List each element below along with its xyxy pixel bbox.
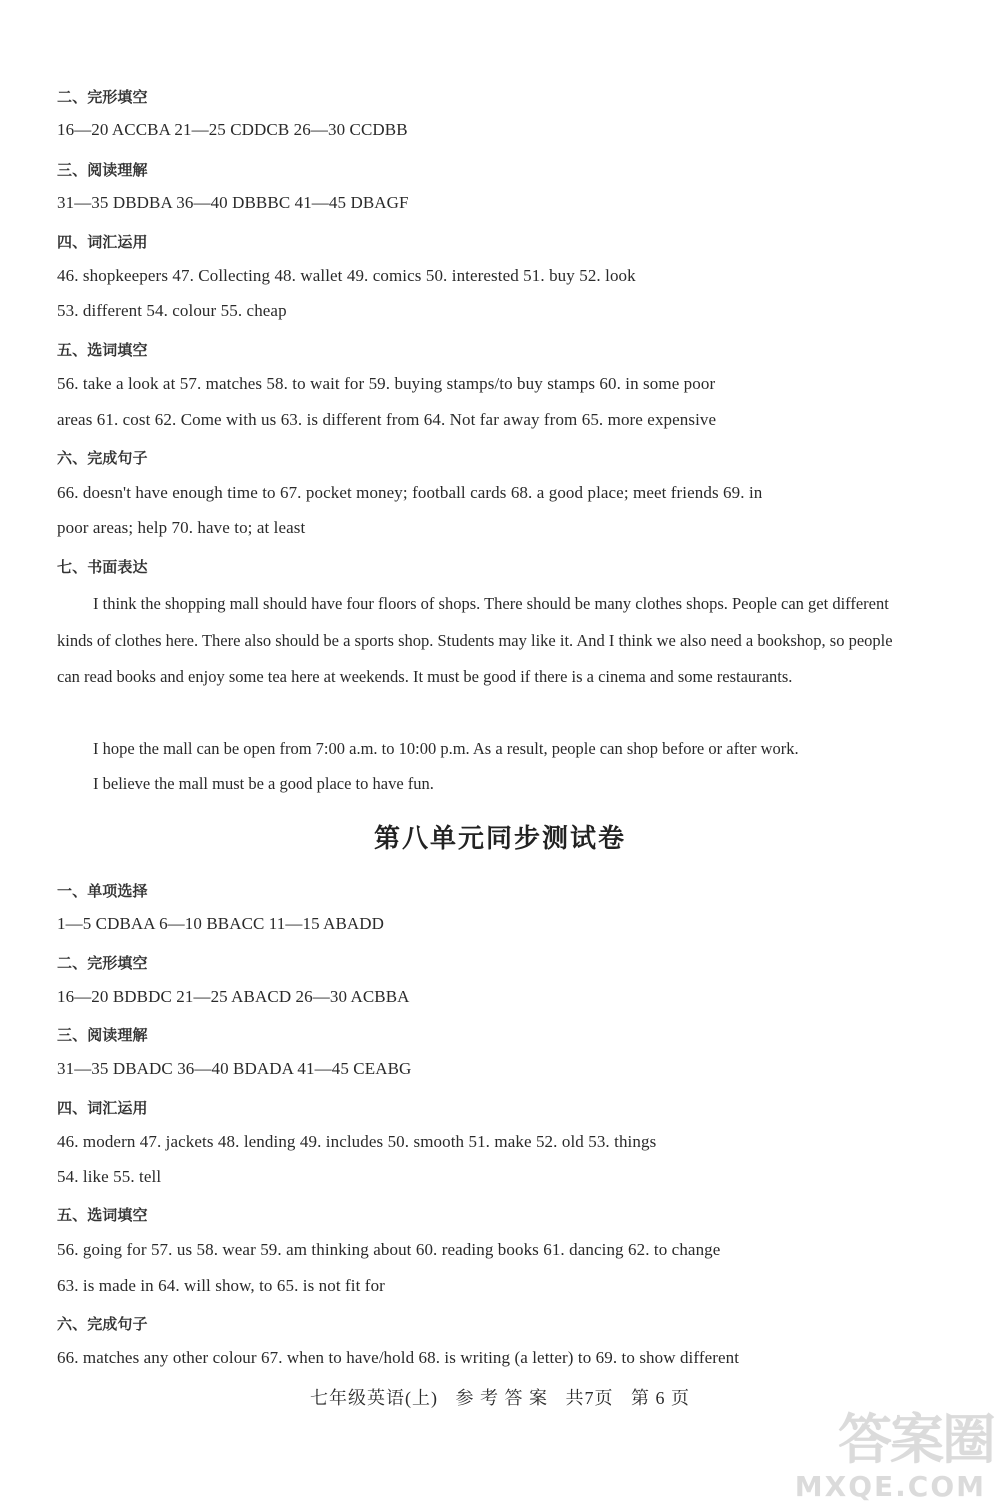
answer-line-vocabulary-1: 46. shopkeepers 47. Collecting 48. wallet 49. comics 50. interested 51. buy 52. look [57,266,636,285]
writing-paragraph-3: I believe the mall must be a good place to have fun. [93,774,434,793]
section-heading-word-choice-8: 五、选词填空 [57,1206,148,1224]
section-heading-sentences: 六、完成句子 [57,449,148,467]
answer-line-reading: 31—35 DBDBA 36—40 DBBBC 41—45 DBAGF [57,193,409,212]
answer-line-single-choice: 1—5 CDBAA 6—10 BBACC 11—15 ABADD [57,914,385,933]
footer-label: 参 考 答 案 [455,1388,548,1408]
answer-line-word-choice-2: areas 61. cost 62. Come with us 63. is different from 64. Not far away from 65. more expensive [57,410,717,429]
footer-total: 共7页 [565,1388,614,1408]
site-watermark [794,1397,994,1507]
section-heading-cloze-8: 二、完形填空 [57,954,148,972]
section-heading-vocabulary: 四、词汇运用 [57,233,148,251]
section-heading-reading-8: 三、阅读理解 [57,1026,148,1044]
answer-line-sentences-8-1: 66. matches any other colour 67. when to have/hold 68. is writing (a letter) to 69. to show different [57,1348,740,1367]
answer-line-sentences-2: poor areas; help 70. have to; at least [57,518,306,537]
section-heading-sentences-8: 六、完成句子 [57,1315,148,1333]
footer-page-number: 第 6 页 [631,1388,690,1408]
answer-line-vocabulary-8-2: 54. like 55. tell [57,1167,162,1186]
answer-line-word-choice-8-2: 63. is made in 64. will show, to 65. is not fit for [57,1276,385,1295]
watermark-logo-text: 答案圈 [838,1408,994,1471]
section-heading-reading: 三、阅读理解 [57,161,148,179]
section-heading-vocabulary-8: 四、词汇运用 [57,1099,148,1117]
answer-line-cloze-8: 16—20 BDBDC 21—25 ABACD 26—30 ACBBA [57,987,410,1006]
answer-line-cloze: 16—20 ACCBA 21—25 CDDCB 26—30 CCDBB [57,120,408,139]
answer-line-vocabulary-8-1: 46. modern 47. jackets 48. lending 49. includes 50. smooth 51. make 52. old 53. things [57,1132,657,1151]
unit8-title: 第八单元同步测试卷 [373,824,626,854]
section-heading-writing: 七、书面表达 [57,558,148,576]
answer-line-word-choice-1: 56. take a look at 57. matches 58. to wait for 59. buying stamps/to buy stamps 60. in some poor [57,374,716,393]
footer-book: 七年级英语(上) [310,1388,438,1408]
writing-paragraph-1: I think the shopping mall should have four floors of shops. There should be many clothes shops. People can get different kinds of clothes here. There also should be a sports shop. Students may like it. And I think we also need a bookshop, so people can read books and enjoy some tea here at weekends. It must be good if there is a cinema and some restaurants. [57,594,893,686]
answer-line-reading-8: 31—35 DBADC 36—40 BDADA 41—45 CEABG [57,1059,412,1078]
section-heading-cloze: 二、完形填空 [57,88,148,106]
section-heading-word-choice: 五、选词填空 [57,341,148,359]
answer-line-sentences-1: 66. doesn't have enough time to 67. pocket money; football cards 68. a good place; meet friends 69. in [57,483,763,502]
answer-line-word-choice-8-1: 56. going for 57. us 58. wear 59. am thinking about 60. reading books 61. dancing 62. to change [57,1240,721,1259]
answer-line-vocabulary-2: 53. different 54. colour 55. cheap [57,301,287,320]
writing-paragraph-2: I hope the mall can be open from 7:00 a.m. to 10:00 p.m. As a result, people can shop before or after work. [93,739,799,758]
watermark-domain: MXQE.COM [794,1470,986,1503]
section-heading-single-choice: 一、单项选择 [57,882,148,900]
